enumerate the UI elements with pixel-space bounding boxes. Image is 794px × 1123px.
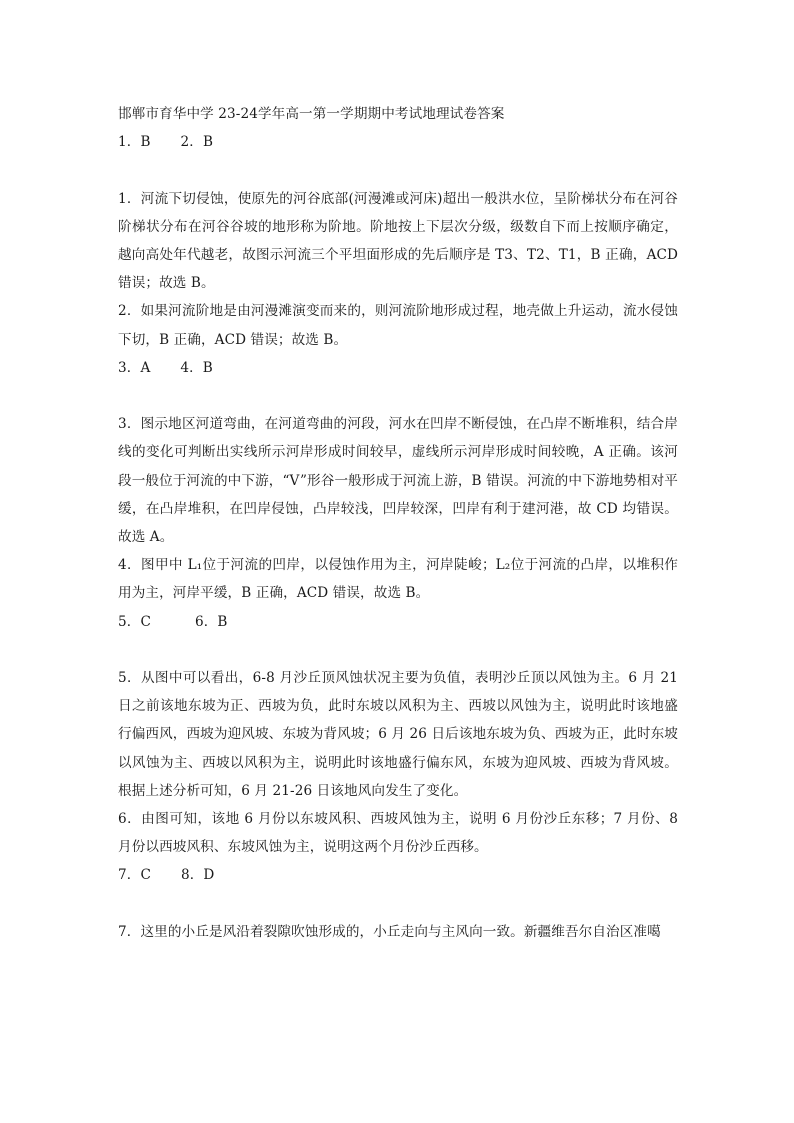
answer-sheet-content: [118, 100, 678, 946]
explanation-1: 1．河流下切侵蚀，使原先的河谷底部(河漫滩或河床)超出一般洪水位，呈阶梯状分布在河谷阶梯状分布在河谷谷坡的地形称为阶地。阶地按上下层次分级，级数自下而上按顺序确定，越向高处年代越老，故图示河流三个平坦面形成的先后顺序是 T3、T2、T1，B 正确，ACD 错误；故选 B。: [118, 190, 678, 292]
explanation-7: 7．这里的小丘是风沿着裂隙吹蚀形成的，小丘走向与主风向一致。新疆维吾尔自治区准噶: [118, 923, 661, 940]
answer-3: 3．A: [118, 359, 151, 376]
explanation-4: 4．图甲中 L₁位于河流的凹岸，以侵蚀作用为主，河岸陡峻；L₂位于河流的凸岸，以堆积作用为主，河岸平缓，B 正确，ACD 错误，故选 B。: [118, 557, 678, 602]
answer-row-7-8: [118, 861, 678, 889]
answer-6: 6．B: [194, 613, 228, 630]
blank-line: [118, 890, 678, 918]
explanation-2: 2．如果河流阶地是由河漫滩演变而来的，则河流阶地形成过程，地壳做上升运动，流水侵蚀下切，B 正确，ACD 错误；故选 B。: [118, 303, 678, 348]
document-title: 邯郸市育华中学 23-24学年高一第一学期期中考试地理试卷答案: [118, 106, 505, 122]
answer-5: 5．C: [118, 613, 151, 630]
answer-4: 4．B: [180, 359, 213, 376]
answer-row-1-2: [118, 128, 678, 156]
answer-2: 2．B: [180, 134, 214, 151]
explanation-5: 5．从图中可以看出，6-8 月沙丘顶风蚀状况主要为负值，表明沙丘顶以风蚀为主。6 月 21 日之前该地东坡为正、西坡为负，此时东坡以风积为主、西坡以风蚀为主，说明此时该地盛行偏西风，西坡为迎风坡、东坡为背风坡；6 月 26 日后该地东坡为负、西坡为正，此时东坡以风蚀为主、西坡以风积为主，说明此时该地盛行偏东风，东坡为迎风坡、西坡为背风坡。根据上述分析可知，6 月 21-26 日该地风向发生了变化。: [118, 670, 678, 799]
answer-row-5-6: [118, 608, 678, 636]
blank-line: [118, 636, 678, 664]
answer-row-3-4: [118, 354, 678, 382]
explanation-6: 6．由图可知，该地 6 月份以东坡风积、西坡风蚀为主，说明 6 月份沙丘东移；7 月份、8 月份以西坡风积、东坡风蚀为主，说明这两个月份沙丘西移。: [118, 811, 678, 856]
answer-8: 8．D: [180, 867, 215, 884]
answer-1: 1．B: [118, 134, 151, 151]
blank-line: [118, 156, 678, 184]
answer-7: 7．C: [118, 867, 151, 884]
explanation-3: 3．图示地区河道弯曲，在河道弯曲的河段，河水在凹岸不断侵蚀，在凸岸不断堆积，结合岸线的变化可判断出实线所示河岸形成时间较早，虚线所示河岸形成时间较晚，A 正确。该河段一般位于河流的中下游，“V”形谷一般形成于河流上游，B 错误。河流的中下游地势相对平缓，在凸岸堆积，在凹岸侵蚀，凸岸较浅，凹岸较深，凹岸有利于建河港，故 CD 均错误。故选 A。: [118, 416, 678, 546]
blank-line: [118, 382, 678, 410]
